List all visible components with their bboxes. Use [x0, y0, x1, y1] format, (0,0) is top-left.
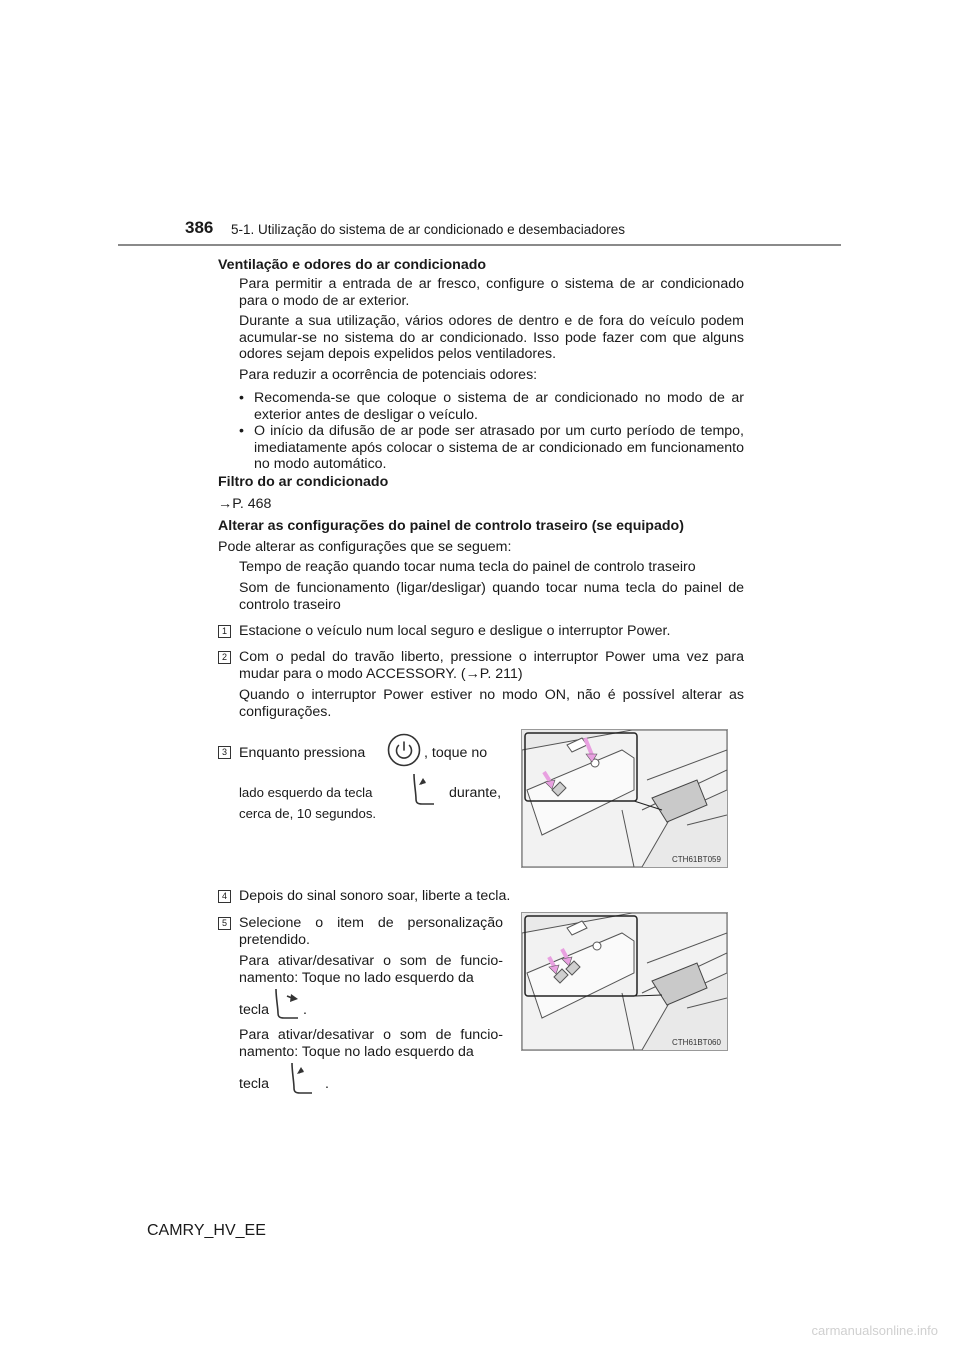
list-item-text: Recomenda-se que coloque o sistema de ar condicionado no modo de ar exterior antes de desligar o veículo. [254, 390, 744, 423]
section-title-filter: Filtro do ar condicionado [218, 474, 389, 490]
paragraph: Durante a sua utilização, vários odores de dentro e de fora do veículo podem acumular-se no sistema do ar condicionado. Isso pode fazer com que alguns odores sejam depois expelidos pelos ventiladores. [239, 313, 744, 362]
figure-rear-panel-2 [521, 912, 728, 1051]
paragraph: Para permitir a entrada de ar fresco, configure o sistema de ar condicionado para o modo de ar exterior. [239, 276, 744, 309]
step-text-part: Enquanto pressiona [239, 745, 366, 761]
paragraph: Para reduzir a ocorrência de potenciais odores: [239, 367, 538, 383]
step-text-part: tecla [239, 1076, 269, 1092]
bullet-symbol: • [239, 423, 244, 439]
list-item-text: O início da difusão de ar pode ser atrasado por um curto período de tempo, imediatamente após colocar o sistema de ar condicionado em funcionamento no modo automático. [254, 423, 744, 472]
step-number: 5 [218, 917, 231, 930]
paragraph: Pode alterar as configurações que se seguem: [218, 539, 512, 555]
step-subitem: Para ativar/desativar o som de funcio-namento: Toque no lado esquerdo da [239, 1027, 503, 1060]
step-number: 1 [218, 625, 231, 638]
step-text-part: durante, [449, 785, 502, 801]
step-text-part: , toque no [424, 745, 488, 761]
step-number: 3 [218, 746, 231, 759]
step-text-part: lado esquerdo da tecla [239, 785, 373, 800]
step-text-part: tecla [239, 1002, 269, 1018]
bullet-symbol: • [239, 390, 244, 406]
page-number: 386 [185, 218, 214, 237]
step-subitem: Para ativar/desativar o som de funcio-namento: Toque no lado esquerdo da [239, 953, 503, 986]
section-title-ventilation: Ventilação e odores do ar condicionado [218, 257, 487, 273]
step-number: 4 [218, 890, 231, 903]
step-text: Estacione o veículo num local seguro e desligue o interruptor Power. [239, 623, 671, 639]
power-button-icon [387, 733, 421, 772]
list-item [239, 423, 744, 473]
seat-recline-backward-icon [270, 986, 304, 1025]
step-text-part: . [325, 1076, 329, 1092]
figure-code: CTH61BT060 [672, 1038, 721, 1047]
seat-recline-forward-icon [282, 1060, 316, 1101]
step-number: 2 [218, 651, 231, 664]
list-item [239, 390, 744, 423]
watermark: carmanualsonline.info [811, 1323, 938, 1338]
page-reference-link[interactable]: →P. 468 [218, 496, 272, 512]
step-text-part: cerca de, 10 segundos. [239, 806, 377, 821]
header-divider [118, 244, 841, 246]
step-text: Com o pedal do travão liberto, pressione o interruptor Power uma vez para mudar para o modo ACCESSORY. (→P. 211) [239, 649, 744, 682]
chapter-title: 5-1. Utilização do sistema de ar condicionado e desembaciadores [231, 222, 625, 237]
settings-item: Som de funcionamento (ligar/desligar) quando tocar numa tecla do painel de controlo traseiro [239, 580, 744, 613]
section-title-rear-panel: Alterar as configurações do painel de controlo traseiro (se equipado) [218, 518, 684, 534]
step-text-part: . [303, 1002, 307, 1018]
footer-model-code: CAMRY_HV_EE [147, 1222, 266, 1239]
step-text: Depois do sinal sonoro soar, liberte a tecla. [239, 888, 511, 904]
figure-code: CTH61BT059 [672, 855, 721, 864]
settings-item: Tempo de reação quando tocar numa tecla do painel de controlo traseiro [239, 559, 696, 575]
step-note: Quando o interruptor Power estiver no modo ON, não é possível alterar as configurações. [239, 687, 744, 720]
seat-recline-forward-icon [404, 771, 438, 812]
step-text: Selecione o item de personalização pretendido. [239, 915, 503, 948]
figure-rear-panel-1 [521, 729, 728, 868]
